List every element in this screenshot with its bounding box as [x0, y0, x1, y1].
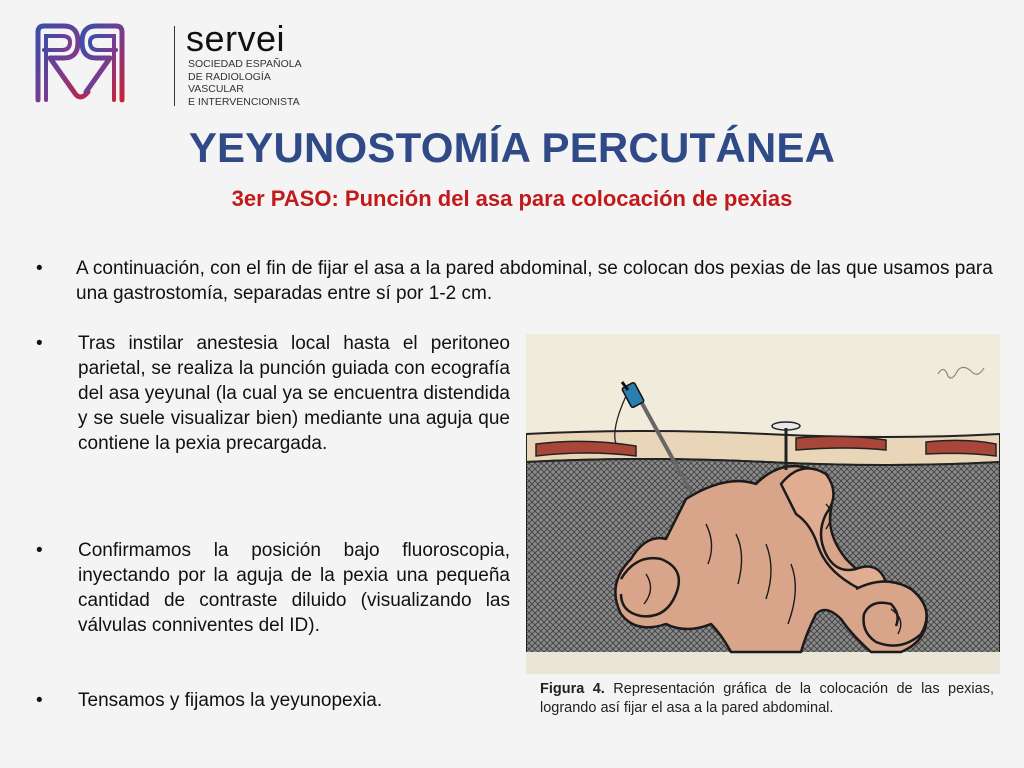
logo-subtitle-line: VASCULAR [188, 83, 244, 95]
logo-subtitle-line: DE RADIOLOGÍA [188, 70, 271, 83]
logo-subtitle [188, 58, 302, 108]
logo-wordmark: servei [186, 18, 286, 59]
servei-logo [30, 18, 302, 112]
jejunopexy-illustration [526, 334, 1000, 674]
logo-subtitle-line: E INTERVENCIONISTA [188, 95, 300, 108]
bullet-text: Tras instilar anestesia local hasta el peritoneo parietal, se realiza la punción guiada con ecografía del asa yeyunal (la cual ya se encuentra distendida y se suele visualizar bien) mediante una aguja que contiene la pexia precargada. [78, 333, 510, 454]
slide-subtitle: 3er PASO: Punción del asa para colocación de pexias [231, 186, 793, 211]
bullet-text: Tensamos y fijamos la yeyunopexia. [78, 690, 383, 711]
bullet-item [36, 538, 510, 638]
logo-divider [174, 26, 175, 106]
figure-caption-text: Representación gráfica de la colocación de las pexias, logrando así fijar el asa a la pared abdominal. [540, 681, 994, 716]
bullet-text: Confirmamos la posición bajo fluoroscopia, inyectando por la aguja de la pexia una pequeña cantidad de contraste diluido (visualizando las válvulas conniventes del ID). [78, 540, 510, 636]
logo-subtitle-line: SOCIEDAD ESPAÑOLA [188, 58, 302, 70]
figure-caption [540, 680, 994, 718]
bullet-dot: • [36, 690, 43, 711]
bullet-dot: • [36, 333, 43, 354]
bullet-text: A continuación, con el fin de fijar el asa a la pared abdominal, se colocan dos pexias de las que usamos para una gastrostomía, separadas entre sí por 1-2 cm. [76, 258, 993, 304]
intestine-drawing-icon [526, 334, 1000, 674]
figure-caption-label: Figura 4. [540, 681, 605, 697]
bullet-dot: • [36, 258, 43, 279]
bullet-item [36, 331, 510, 456]
slide-title: YEYUNOSTOMÍA PERCUTÁNEA [188, 124, 836, 171]
bullet-item [36, 688, 510, 713]
bullet-dot: • [36, 540, 43, 561]
bullet-item [36, 256, 996, 306]
rr-logo-mark-icon [30, 22, 130, 106]
